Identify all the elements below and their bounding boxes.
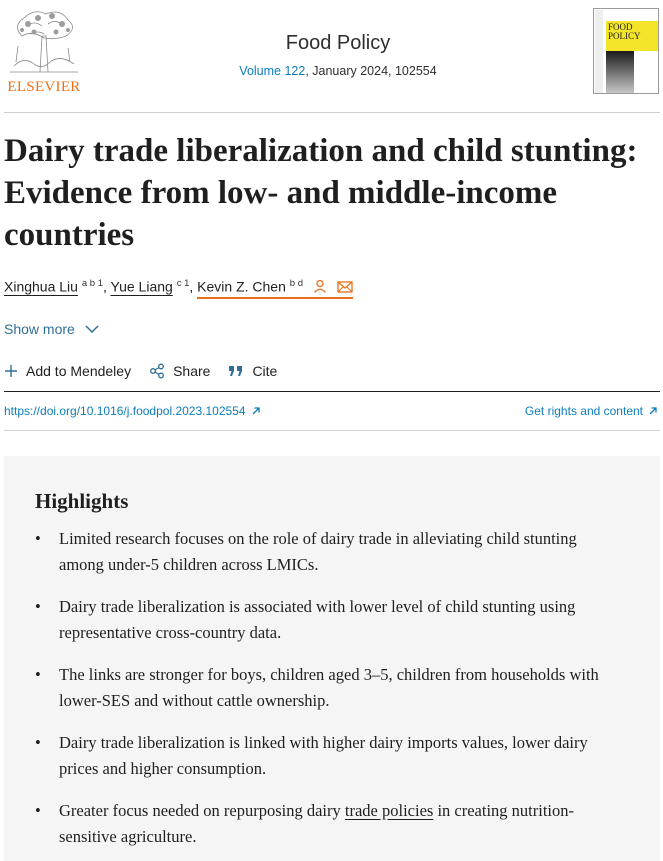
highlight-text: Dairy trade liberalization is associated with lower level of child stunting using representative cross-country data.: [59, 597, 576, 642]
toolbar-divider: [4, 391, 660, 392]
share-button[interactable]: [149, 363, 210, 379]
bullet-marker: •: [35, 529, 41, 548]
author-affiliation-marks: a b 1: [81, 278, 103, 289]
journal-title[interactable]: Food Policy: [285, 32, 391, 54]
highlight-text-pre: Greater focus needed on repurposing dairy: [59, 801, 345, 820]
publisher-name: ELSEVIER: [7, 79, 81, 95]
cover-graphic: [606, 51, 634, 94]
cover-title-line1: FOOD: [608, 22, 633, 32]
masthead: [0, 0, 663, 100]
add-to-mendeley-label: Add to Mendeley: [26, 363, 132, 379]
author-separator: ,: [189, 278, 194, 295]
get-rights-text: Get rights and content: [524, 404, 643, 418]
bullet-marker: •: [35, 665, 41, 684]
external-link-icon: [251, 406, 261, 416]
bullet-marker: •: [35, 801, 41, 820]
cite-label: Cite: [252, 363, 278, 379]
doi-text: https://doi.org/10.1016/j.foodpol.2023.102554: [4, 404, 246, 418]
cover-title: [608, 23, 641, 41]
external-link-icon: [648, 406, 658, 416]
bullet-marker: •: [35, 597, 41, 616]
highlight-item: [35, 798, 615, 850]
envelope-icon[interactable]: [337, 280, 353, 296]
highlights-list: [35, 526, 615, 861]
highlight-text: Limited research focuses on the role of dairy trade in alleviating child stunting among under-5 children across LMICs.: [59, 529, 577, 574]
author-affiliation-marks: b d: [289, 278, 303, 289]
article-toolbar: [4, 363, 295, 379]
highlight-item: [35, 662, 615, 714]
author-name[interactable]: Kevin Z. Chen: [197, 278, 286, 295]
highlight-item: [35, 526, 615, 578]
journal-issue-info: [0, 64, 663, 78]
highlight-text: Dairy trade liberalization is linked with higher dairy imports values, lower dairy prices and higher consumption.: [59, 733, 588, 778]
author-affiliation-marks: c 1: [176, 278, 190, 289]
highlight-item: [35, 730, 615, 782]
add-to-mendeley-button[interactable]: [4, 363, 131, 379]
cover-title-line2: POLICY: [608, 31, 641, 41]
corresponding-author[interactable]: [197, 278, 353, 299]
highlight-item: [35, 594, 615, 646]
doi-link[interactable]: [4, 404, 261, 418]
show-more-label: Show more: [4, 321, 75, 337]
author-separator: ,: [102, 278, 107, 295]
quote-icon: [228, 364, 244, 378]
author-name[interactable]: Xinghua Liu: [4, 278, 78, 295]
header-divider: [4, 112, 660, 113]
journal-cover-thumbnail[interactable]: [593, 8, 659, 94]
author-name[interactable]: Yue Liang: [110, 278, 173, 295]
links-divider: [4, 430, 660, 431]
highlight-text: The links are stronger for boys, children aged 3–5, children from households with lower-SES and without cattle ownership.: [59, 665, 599, 710]
author-list: [4, 278, 353, 299]
bullet-marker: •: [35, 733, 41, 752]
person-icon[interactable]: [313, 279, 327, 296]
plus-icon: [4, 364, 18, 378]
highlight-text-post: in creating nutrition-sensitive agriculture.: [59, 801, 574, 846]
cover-spine: [595, 10, 603, 94]
chevron-down-icon: [85, 325, 99, 334]
cite-button[interactable]: [228, 363, 277, 379]
share-label: Share: [173, 363, 211, 379]
issue-date-article-number: , January 2024, 102554: [305, 64, 437, 78]
highlights-section: [4, 456, 660, 861]
highlights-heading: Highlights: [35, 489, 129, 513]
article-title: Dairy trade liberalization and child stunting: Evidence from low- and middle-income countries: [4, 133, 638, 253]
volume-link[interactable]: Volume 122: [239, 64, 306, 78]
get-rights-link[interactable]: [525, 404, 658, 418]
show-more-button[interactable]: [4, 321, 99, 337]
share-icon: [149, 363, 165, 379]
trade-policies-link[interactable]: trade policies: [344, 801, 434, 820]
